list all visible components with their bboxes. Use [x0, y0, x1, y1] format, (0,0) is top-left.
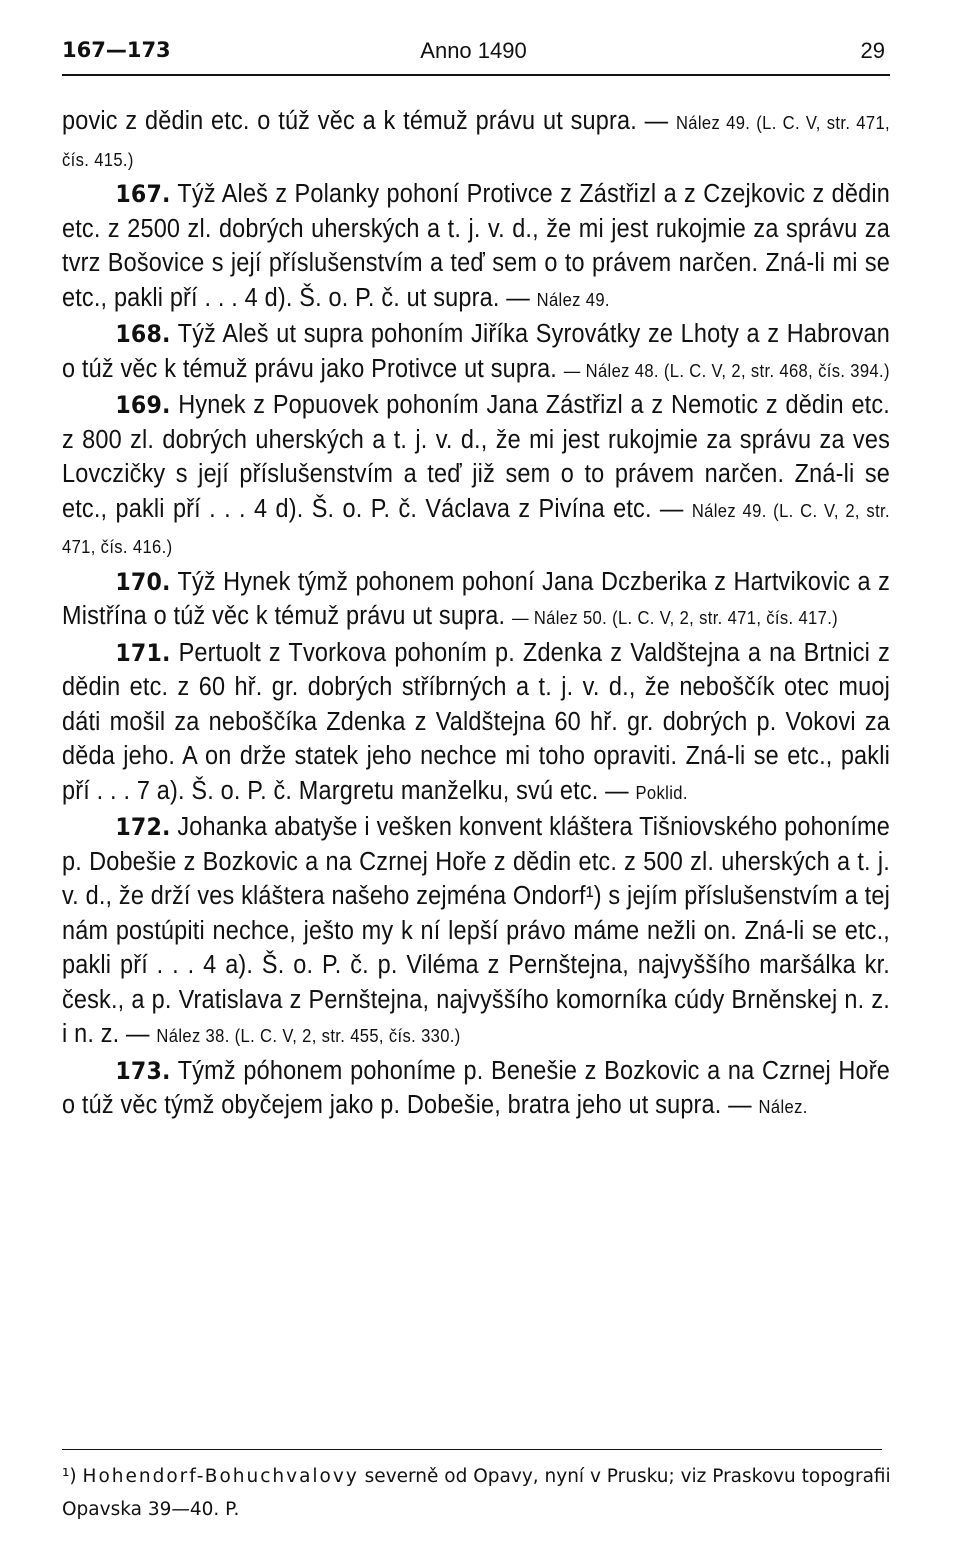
entry-number: 168. — [115, 320, 171, 348]
footnote-mark: ¹) — [62, 1466, 77, 1487]
entry-172 — [62, 810, 890, 1054]
entry-text: Johanka abatyše i vešken konvent kláštera Tišniovského pohoníme p. Dobešie z Bozkovic a na Czrnej Hoře z dědin etc. z 500 zl. uherských a t. j. v. d., že drží ves kláštera našeho zejména Ondorf¹) s jejím příslušenstvím a tej nám postúpiti nechce, ješto my k ní lepší právo máme nežli on. Zná-li se etc., pakli pří . . . 4 a). Š. o. P. č. p. Viléma z Pernštejna, najvyššího maršálka kr. česk., a p. Vratislava z Pernštejna, najvyššího komorníka cúdy Brněnskej n. z. i n. z. — — [62, 813, 890, 1048]
entry-text: Týmž póhonem pohoníme p. Benešie z Bozkovic a na Czrnej Hoře o túž věc týmž obyčejem jako p. Dobešie, bratra jeho ut supra. — — [62, 1056, 891, 1119]
footnote — [62, 1460, 892, 1526]
entry-number: 169. — [115, 391, 171, 419]
entry-number: 173. — [115, 1056, 171, 1085]
entry-171 — [62, 636, 890, 811]
entry-text: Hynek z Popuovek pohoním Jana Zástřizl a z Nemotic z dědin etc. z 800 zl. dobrých uherských a t. j. v. d., že mi jest rukojmie za správu za ves Lovczičky s její příslušenstvím a teď již sem o to právem narčen. Zná-li se etc., pakli pří . . . 4 d). Š. o. P. č. Václava z Pivína etc. — — [62, 391, 891, 523]
footnote-place-name: Hohendorf-Bohuchvalovy — [82, 1466, 359, 1487]
paragraph-source: Nález 49. (L. C. V, str. 471, čís. 415.) — [62, 113, 890, 170]
running-header — [62, 38, 885, 72]
entry-169 — [62, 388, 890, 565]
header-rule — [62, 74, 890, 76]
entry-source: Poklid. — [635, 782, 688, 803]
paragraph-text: povic z dědin etc. o túž věc a k témuž právu ut supra. — — [62, 107, 669, 135]
entry-text: Pertuolt z Tvorkova pohoním p. Zdenka z Valdštejna a na Brtnici z dědin etc. z 60 hř. gr. dobrých stříbrných a t. j. v. d., že neboščík otec muoj dáti mošil za neboščíka Zdenka z Valdštejna 60 hř. gr. dobrých p. Vokovi za děda jeho. A on drže statek jeho nechce mi toho opraviti. Zná-li se etc., pakli pří . . . 7 a). Š. o. P. č. Margretu manželku, svú etc. — — [62, 638, 890, 805]
entry-text: Týž Aleš z Polanky pohoní Protivce z Zástřizl a z Czejkovic z dědin etc. z 2500 zl. dobrých uherských a t. j. v. d., že mi jest rukojmie za správu za tvrz Bošovice s její příslušenstvím a teď sem o to právem narčen. Zná-li mi se etc., pakli pří . . . 4 d). Š. o. P. č. ut supra. — — [62, 180, 891, 312]
header-title: Anno 1490 — [420, 38, 527, 63]
footnote-rule — [62, 1449, 882, 1450]
entry-number: 172. — [115, 813, 171, 841]
entry-168 — [62, 317, 890, 388]
entry-source: Nález. — [758, 1097, 808, 1117]
entry-173 — [62, 1054, 890, 1125]
entry-source: — Nález 48. (L. C. V, 2, str. 468, čís. 394.) — [563, 360, 890, 381]
entry-source: Nález 49. (L. C. V, 2, str. 471, čís. 416.) — [62, 500, 890, 557]
paragraph-continuation — [62, 104, 890, 177]
entry-text: Týž Hynek týmž pohonem pohoní Jana Dczberika z Hartvikovic a z Mistřína o túž věc k témuž právu ut supra. — [62, 567, 891, 630]
entry-source: — Nález 50. (L. C. V, 2, str. 471, čís. 417.) — [511, 608, 839, 628]
entry-text: Týž Aleš ut supra pohoním Jiříka Syrovátky ze Lhoty a z Habrovan o túž věc k témuž právu jako Protivce ut supra. — [62, 320, 891, 383]
footnote-text: severně od Opavy, nyní v Prusku; viz Praskovu topografii Opavska 39—40. P. — [62, 1466, 891, 1520]
entry-number: 170. — [115, 567, 171, 596]
entry-source: Nález 38. (L. C. V, 2, str. 455, čís. 330.) — [156, 1026, 461, 1046]
main-text — [62, 104, 890, 1125]
header-entry-range: 167—173 — [62, 38, 171, 62]
entry-source: Nález 49. — [536, 289, 610, 310]
entry-number: 167. — [115, 180, 171, 208]
header-page-number: 29 — [860, 38, 885, 63]
entry-167 — [62, 177, 890, 317]
entry-number: 171. — [115, 638, 171, 667]
entry-170 — [62, 565, 890, 636]
